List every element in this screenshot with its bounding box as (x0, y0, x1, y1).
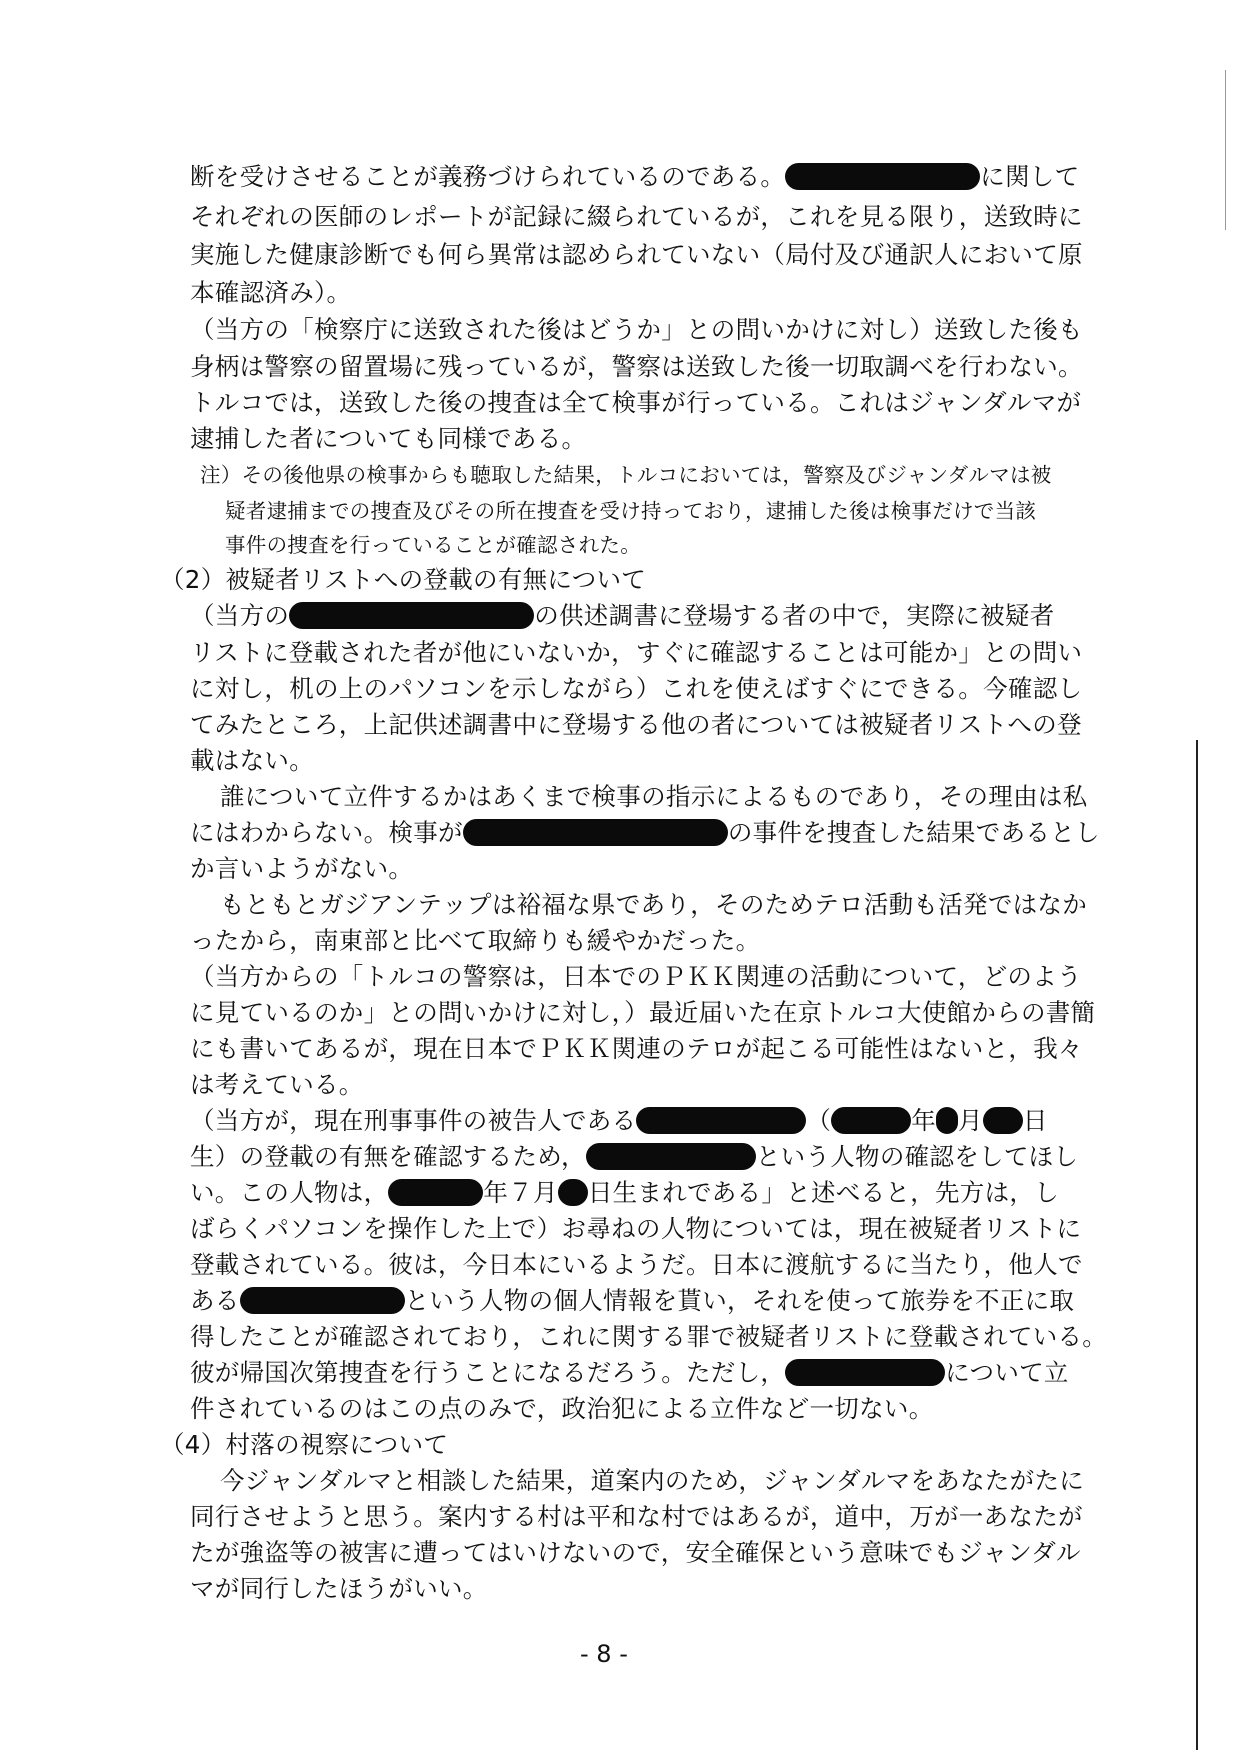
scan-edge-line (1196, 740, 1198, 1750)
scan-edge-line (1225, 70, 1226, 230)
body-line: 本確認済み）。 (190, 278, 352, 307)
body-line: トルコでは，送致した後の捜査は全て検事が行っている。これはジャンダルマが (190, 388, 1082, 417)
redaction (785, 163, 980, 190)
section-heading: （2）被疑者リストへの登載の有無について (160, 565, 647, 594)
redaction (636, 1107, 806, 1134)
redaction (463, 819, 728, 846)
body-line: （当方が，現在刑事事件の被告人である （ 年 月 日 (190, 1106, 1048, 1135)
body-line: てみたところ，上記供述調書中に登場する他の者については被疑者リストへの登 (190, 710, 1082, 739)
body-line: 断を受けさせることが義務づけられているのである。 に関して (190, 162, 1080, 191)
body-line: リストに登載された者が他にいないか，すぐに確認することは可能か」との問い (190, 638, 1083, 667)
note-line: 疑者逮捕までの捜査及びその所在捜査を受け持っており，逮捕した後は検事だけで当該 (225, 499, 1037, 523)
body-line: か言いようがない。 (190, 854, 414, 883)
body-line: ったから，南東部と比べて取締りも緩やかだった。 (190, 926, 761, 955)
body-line: ある という人物の個人情報を貰い，それを使って旅券を不正に取 (190, 1286, 1075, 1315)
body-line: たが強盗等の被害に遭ってはいけないので，安全確保という意味でもジャンダル (190, 1538, 1081, 1567)
redaction (388, 1179, 483, 1206)
body-line: 今ジャンダルマと相談した結果，道案内のため，ジャンダルマをあなたがたに (220, 1466, 1085, 1495)
redaction (240, 1287, 405, 1314)
body-line: に見ているのか」との問いかけに対し，）最近届いた在京トルコ大使館からの書簡 (190, 998, 1096, 1027)
body-line: 実施した健康診断でも何ら異常は認められていない（局付及び通訳人において原 (190, 240, 1083, 269)
body-line: 得したことが確認されており，これに関する罪で被疑者リストに登載されている。 (190, 1322, 1108, 1351)
body-line: マが同行したほうがいい。 (190, 1574, 488, 1603)
page-number: - 8 - (580, 1640, 628, 1668)
body-line: い。この人物は， 年７月 日生まれである」と述べると，先方は，し (190, 1178, 1060, 1207)
body-line: （当方の の供述調書に登場する者の中で，実際に被疑者 (190, 601, 1055, 630)
redaction (831, 1107, 911, 1134)
body-line: 彼が帰国次第捜査を行うことになるだろう。ただし， について立 (190, 1358, 1069, 1387)
body-line: にはわからない。検事が の事件を捜査した結果であるとし (190, 818, 1100, 847)
redaction (936, 1107, 958, 1134)
body-line: 誰について立件するかはあくまで検事の指示によるものであり，その理由は私 (220, 782, 1088, 811)
body-line: （当方の「検察庁に送致された後はどうか」との問いかけに対し）送致した後も (190, 315, 1083, 344)
body-line: に対し，机の上のパソコンを示しながら）これを使えばすぐにできる。今確認し (190, 674, 1083, 703)
body-line: それぞれの医師のレポートが記録に綴られているが，これを見る限り，送致時に (190, 202, 1083, 231)
redaction (558, 1179, 588, 1206)
body-line: 件されているのはこの点のみで，政治犯による立件など一切ない。 (190, 1394, 934, 1423)
body-line: ばらくパソコンを操作した上で）お尋ねの人物については，現在被疑者リストに (190, 1214, 1082, 1243)
body-line: 逮捕した者についても同様である。 (190, 424, 587, 453)
redaction (785, 1359, 945, 1386)
note-line: 注）その後他県の検事からも聴取した結果，トルコにおいては，警察及びジャンダルマは被 (200, 463, 1052, 487)
body-line: 載はない。 (190, 746, 314, 775)
body-line: もともとガジアンテップは裕福な県であり，そのためテロ活動も活発ではなか (220, 890, 1088, 919)
note-line: 事件の捜査を行っていることが確認された。 (225, 533, 641, 557)
body-line: は考えている。 (190, 1070, 364, 1099)
section-heading: （4）村落の視察について (160, 1430, 449, 1459)
body-line: 生）の登載の有無を確認するため， という人物の確認をしてほし (190, 1142, 1079, 1171)
redaction (983, 1107, 1023, 1134)
redaction (586, 1143, 756, 1170)
redaction (289, 602, 534, 629)
body-line: 登載されている。彼は，今日本にいるようだ。日本に渡航するに当たり，他人で (190, 1250, 1083, 1279)
body-line: 身柄は警察の留置場に残っているが，警察は送致した後一切取調べを行わない。 (190, 352, 1083, 381)
body-line: （当方からの「トルコの警察は，日本でのＰＫＫ関連の活動について，どのよう (190, 962, 1082, 991)
body-line: にも書いてあるが，現在日本でＰＫＫ関連のテロが起こる可能性はないと，我々 (190, 1034, 1083, 1063)
body-line: 同行させようと思う。案内する村は平和な村ではあるが，道中，万が一あなたが (190, 1502, 1083, 1531)
